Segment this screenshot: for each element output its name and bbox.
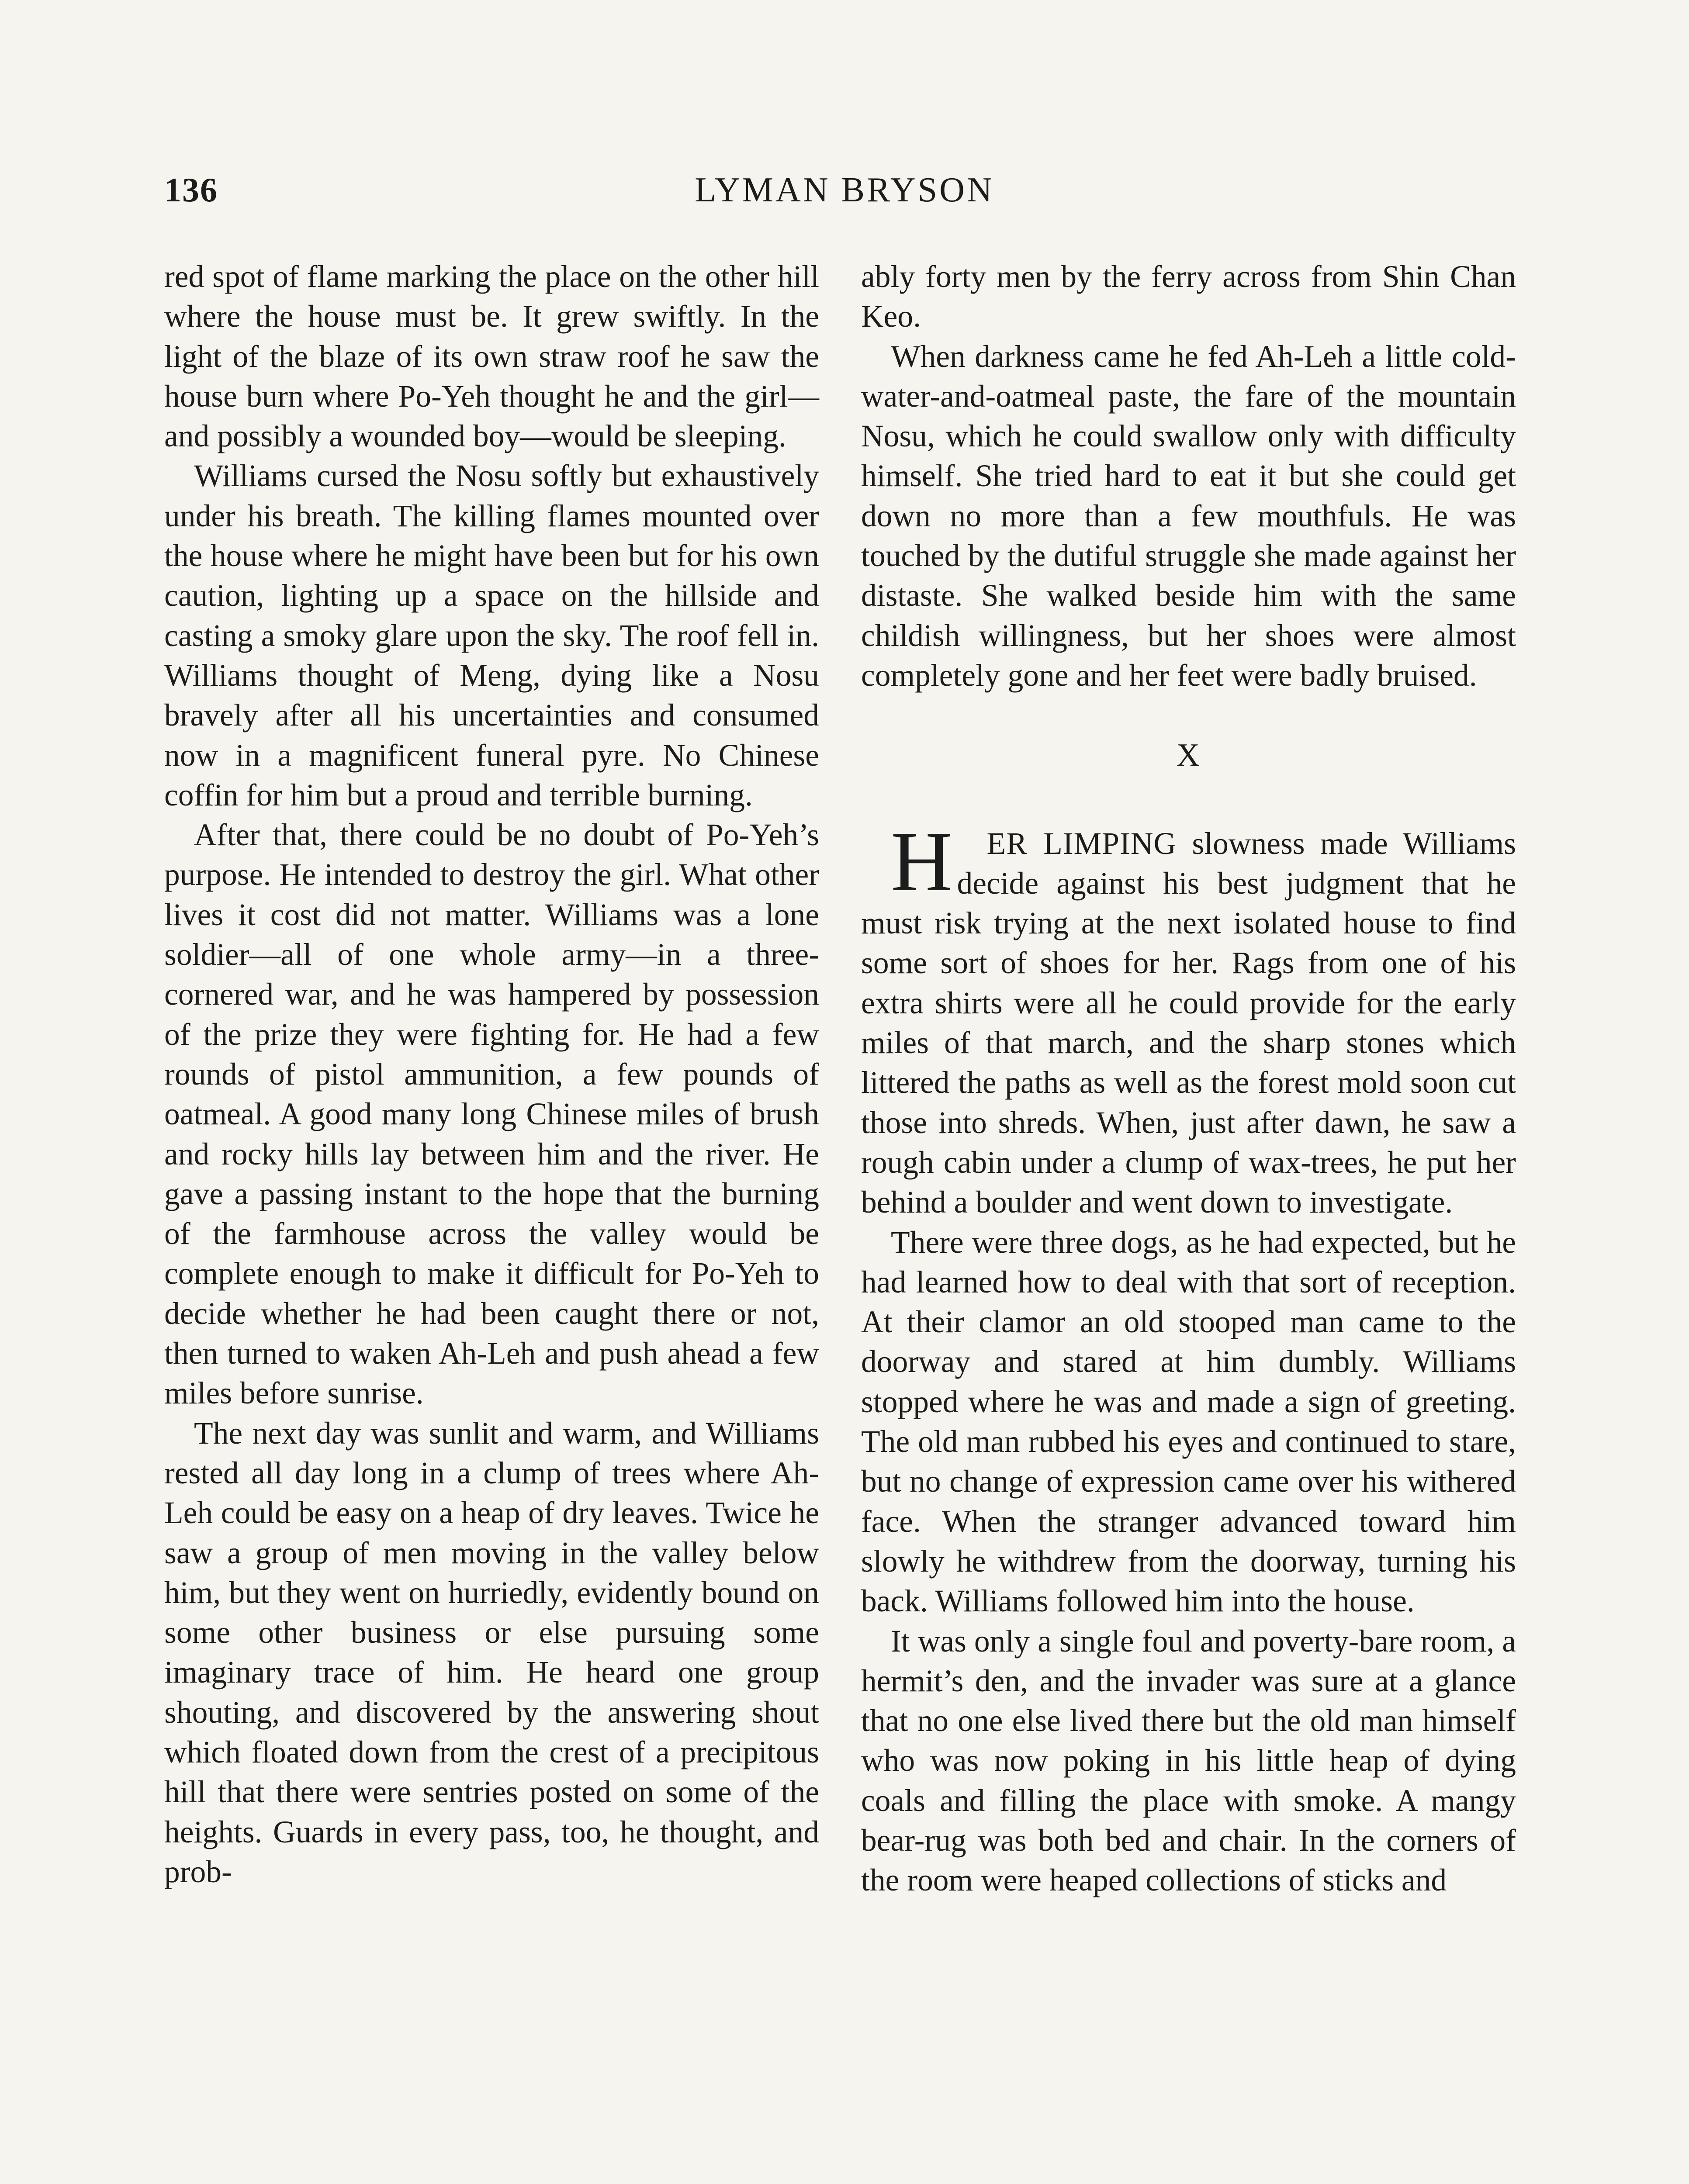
page-number: 136 (164, 171, 218, 209)
paragraph: Williams cursed the Nosu softly but exhaustively under his breath. The killing flames mounted over the house where he might have been but for his own caution, lighting up a space on the hillside and casting a smoky glare upon the sky. The roof fell in. Williams thought of Meng, dying like a Nosu bravely after all his uncertainties and consumed now in a magnificent funeral pyre. No Chinese coffin for him but a proud and terrible burning. (164, 459, 819, 812)
drop-cap: H (891, 814, 953, 909)
left-column (164, 257, 819, 1892)
lead-in-small-caps: ER LIMPING (986, 826, 1177, 861)
running-head (164, 170, 1525, 218)
paragraph: It was only a single foul and poverty-bare room, a hermit’s den, and the invader was sure at a glance that no one else lived there but the old man himself who was now poking in his little heap of dying coals and filling the place with smoke. A mangy bear-rug was both bed and chair. In the corners of the room were heaped collections of sticks and (861, 1624, 1516, 1898)
running-head-author: LYMAN BRYSON (695, 171, 994, 209)
chapter-opening-text: slowness made Williams decide against his best judgment that he must risk trying at the next isolated house to find some sort of shoes for her. Rags from one of his extra shirts were all he could provide for the early miles of that march, and the sharp stones which littered the paths as well as the forest mold soon cut those into shreds. When, just after dawn, he saw a rough cabin under a clump of wax-trees, he put her behind a boulder and went down to investigate. (861, 826, 1516, 1220)
chapter-number: X (1176, 737, 1201, 774)
right-column (861, 257, 1516, 1901)
paragraph: ably forty men by the ferry across from Shin Chan Keo. (861, 259, 1516, 334)
paragraph: After that, there could be no doubt of Po-Yeh’s purpose. He intended to destroy the girl. What other lives it cost did not matter. Williams was a lone soldier—all of one whole army—in a three-cornered war, and he was hampered by possession of the prize they were fighting for. He had a few rounds of pistol ammunition, a few pounds of oatmeal. A good many long Chinese miles of brush and rocky hills lay between him and the river. He gave a passing instant to the hope that the burning of the farmhouse across the valley would be complete enough to make it difficult for Po-Yeh to decide whether he had been caught there or not, then turned to waken Ah-Leh and push ahead a few miles before sunrise. (164, 818, 819, 1411)
paragraph: red spot of flame marking the place on the other hill where the house must be. It grew swiftly. In the light of the blaze of its own straw roof he saw the house burn where Po-Yeh thought he and the girl—and possibly a wounded boy—would be sleeping. (164, 259, 819, 454)
paragraph: There were three dogs, as he had expected, but he had learned how to deal with that sort of reception. At their clamor an old stooped man came to the doorway and stared at him dumbly. Williams stopped where he was and made a sign of greeting. The old man rubbed his eyes and continued to stare, but no change of expression came over his withered face. When the stranger advanced toward him slowly he withdrew from the doorway, turning his back. Williams followed him into the house. (861, 1225, 1516, 1619)
chapter-opening-paragraph (861, 814, 1516, 1223)
paragraph: When darkness came he fed Ah-Leh a little cold-water-and-oatmeal paste, the fare of the mountain Nosu, which he could swallow only with difficulty himself. She tried hard to eat it but she could get down no more than a few mouthfuls. He was touched by the dutiful struggle she made against her distaste. She walked beside him with the same childish willingness, but her shoes were almost completely gone and her feet were badly bruised. (861, 339, 1516, 693)
paragraph: The next day was sunlit and warm, and Williams rested all day long in a clump of trees where Ah-Leh could be easy on a heap of dry leaves. Twice he saw a group of men moving in the valley below him, but they went on hurriedly, evidently bound on some other business or else pursuing some imaginary trace of him. He heard one group shouting, and discovered by the answering shout which floated down from the crest of a precipitous hill that there were sentries posted on some of the heights. Guards in every pass, too, he thought, and prob- (164, 1416, 819, 1889)
